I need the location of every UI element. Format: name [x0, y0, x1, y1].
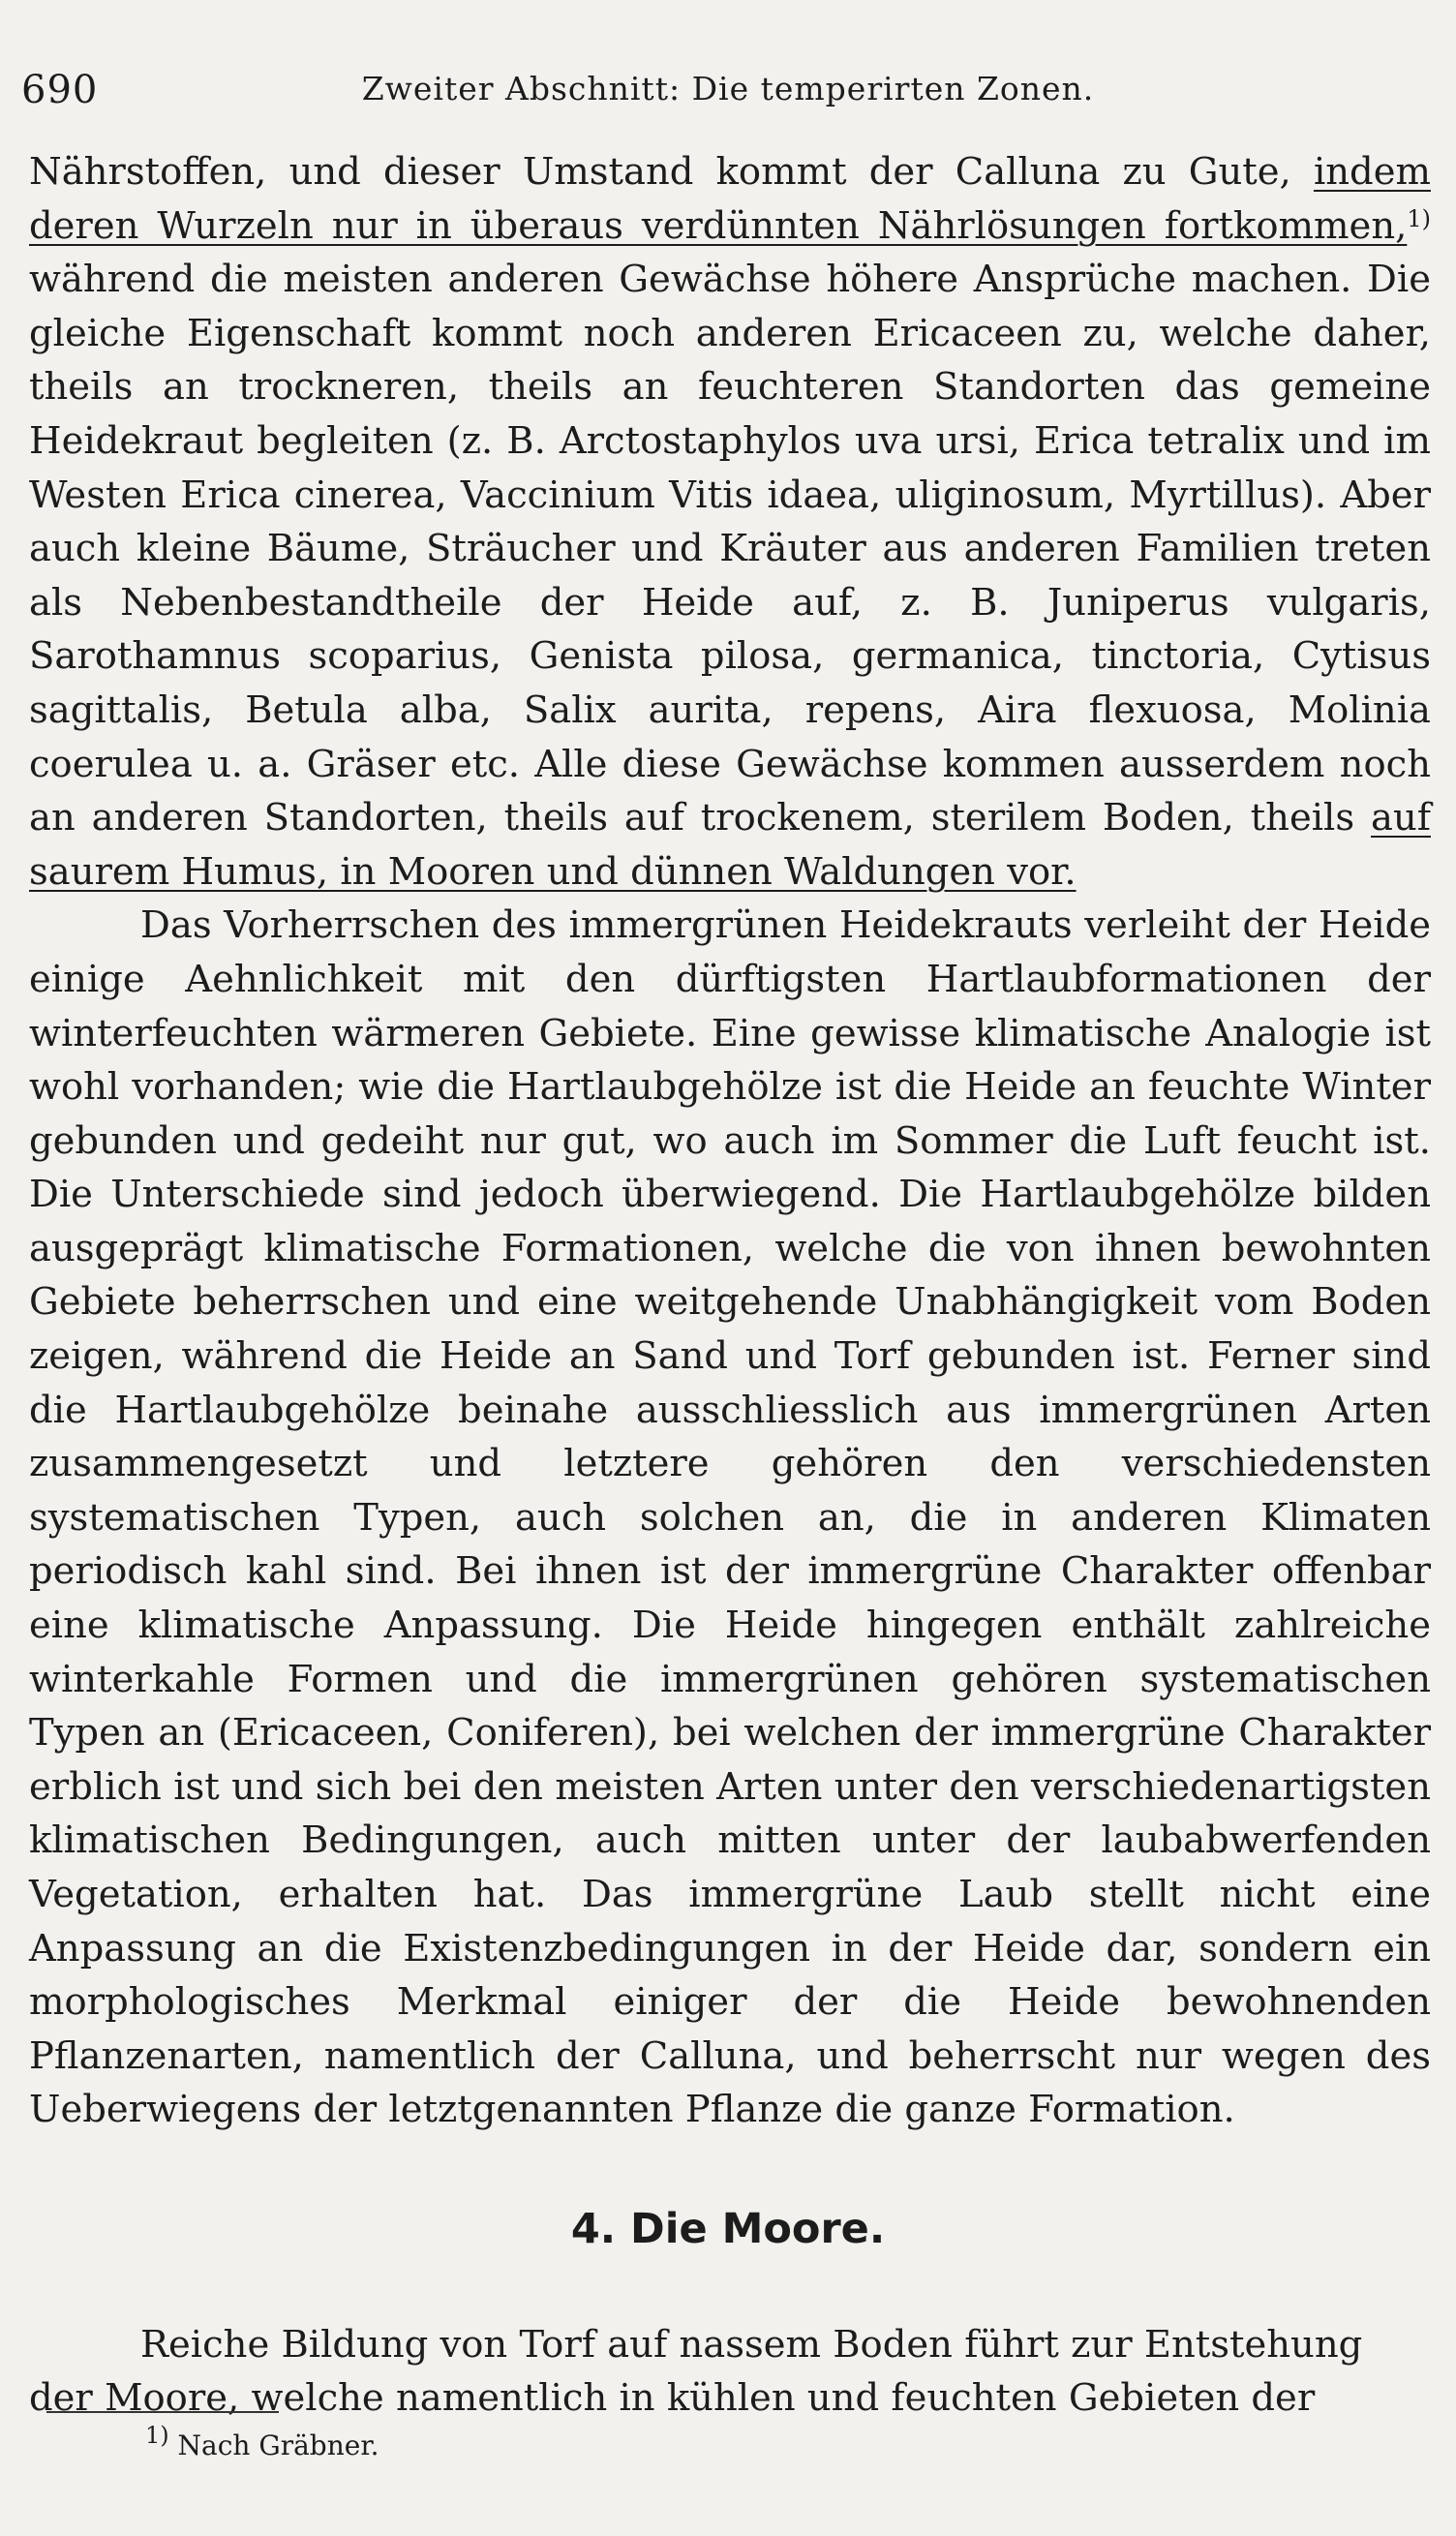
p1-text-a: Nährstoffen, und dieser Umstand kommt der Calluna zu Gute,	[29, 150, 1314, 194]
paragraph-2: Das Vorherrschen des immergrünen Heidekrauts verleiht der Heide einige Aehnlichkeit mit den dürftigsten Hartlaubformationen der winterfeuchten wärmeren Gebiete. Eine gewisse klimatische Analogie ist wohl vorhanden; wie die Hartlaubgehölze ist die Heide an feuchte Winter gebunden und gedeiht nur gut, wo auch im Sommer die Luft feucht ist. Die Unterschiede sind jedoch überwiegend. Die Hartlaubgehölze bilden ausgeprägt klimatische Formationen, welche die von ihnen bewohnten Gebiete beherrschen und eine weitgehende Unabhängigkeit vom Boden zeigen, während die Heide an Sand und Torf gebunden ist. Ferner sind die Hartlaubgehölze beinahe ausschliesslich aus immergrünen Arten zusammengesetzt und letztere gehören den verschiedensten systematischen Typen, auch solchen an, die in anderen Klimaten periodisch kahl sind. Bei ihnen ist der immergrüne Charakter offenbar eine klimatische Anpassung. Die Heide hingegen enthält zahlreiche winterkahle Formen und die immergrünen gehören systematischen Typen an (Ericaceen, Coniferen), bei welchen der immergrüne Charakter erblich ist und sich bei den meisten Arten unter den verschiedenartigsten klimatischen Bedingungen, auch mitten unter der laubabwerfenden Vegetation, erhalten hat. Das immergrüne Laub stellt nicht eine Anpassung an die Existenzbedingungen in der Heide dar, sondern ein morphologisches Merkmal einiger der die Heide bewohnenden Pflanzenarten, namentlich der Calluna, und beherrscht nur wegen des Ueberwiegens der letztgenannten Pflanze die ganze Formation.	[29, 903, 1431, 2132]
p1-underlined-2: auf saurem Humus, in Mooren und dünnen Waldungen vor.	[29, 796, 1431, 894]
running-title: Zweiter Abschnitt: Die temperirten Zonen.	[361, 70, 1095, 107]
p1-underlined-1: indem deren Wurzeln nur in überaus verdünnten Nährlösungen fortkommen,	[29, 150, 1431, 248]
footnote-text: Nach Gräbner.	[168, 2429, 379, 2461]
footnote-ref: 1)	[1407, 204, 1431, 232]
footnote-divider	[46, 2411, 279, 2413]
paragraph-1	[29, 145, 1431, 899]
page-number: 690	[21, 68, 99, 112]
section-heading: 4. Die Moore.	[570, 2205, 886, 2253]
page-header	[21, 60, 1435, 118]
p1-text-b: während die meisten anderen Gewächse höhere Ansprüche machen. Die gleiche Eigenschaft kommt noch anderen Ericaceen zu, welche daher, theils an trockneren, theils an feuchteren Standorten das gemeine Heidekraut begleiten (z. B. Arctostaphylos uva ursi, Erica tetralix und im Westen Erica cinerea, Vaccinium Vitis idaea, uliginosum, Myrtillus). Aber auch kleine Bäume, Sträucher und Kräuter aus anderen Familien treten als Nebenbestandtheile der Heide auf, z. B. Juniperus vulgaris, Sarothamnus scoparius, Genista pilosa, germanica, tinctoria, Cytisus sagittalis, Betula alba, Salix aurita, repens, Aira flexuosa, Molinia coerulea u. a. Gräser etc. Alle diese Gewächse kommen ausserdem noch an anderen Standorten, theils auf trockenem, sterilem Boden, theils	[29, 258, 1431, 840]
footnote-marker: 1)	[145, 2422, 169, 2449]
paragraph-3: Reiche Bildung von Torf auf nassem Boden führt zur Entstehung der Moore, welche namentlich in kühlen und feuchten Gebieten der	[29, 2322, 1363, 2421]
main-text	[29, 145, 1431, 2137]
footnote	[145, 2422, 379, 2461]
